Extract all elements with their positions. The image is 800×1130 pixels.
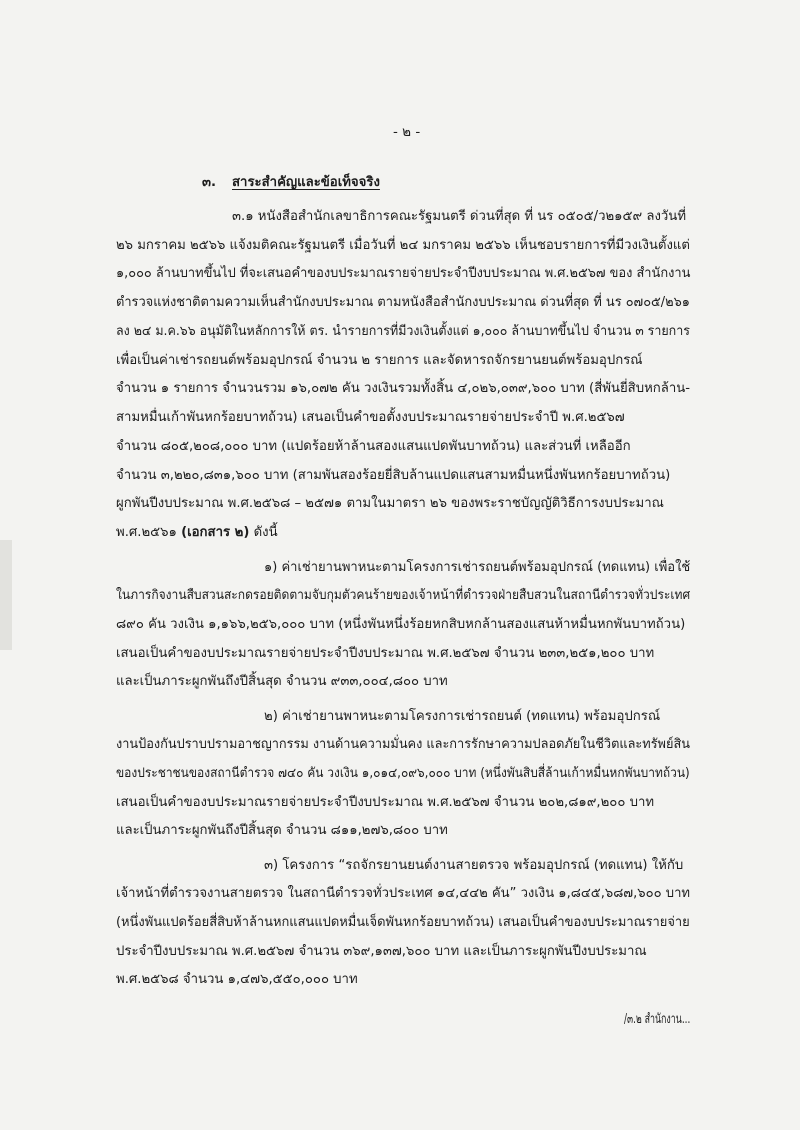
scan-edge-shadow xyxy=(0,540,12,650)
section-number: ๓. xyxy=(202,175,217,190)
item-2-line: เสนอเป็นคำของบประมาณรายจ่ายประจำปีงบประมาณ พ.ศ.๒๕๖๗ จำนวน ๒๐๒,๘๑๙,๒๐๐ บาท xyxy=(116,795,655,810)
item-1-line: ในภารกิจงานสืบสวนสะกดรอยติดตามจับกุมตัวคนร้ายของเจ้าหน้าที่ตำรวจฝ่ายสืบสวนในสถานีตำรวจทั่วประเทศ xyxy=(116,588,691,603)
item-1-line: และเป็นภาระผูกพันถึงปีสิ้นสุด จำนวน ๙๓๓,๐๐๔,๘๐๐ บาท xyxy=(116,674,448,689)
paragraph-line: จำนวน ๘๐๕,๒๐๘,๐๐๐ บาท (แปดร้อยห้าล้านสองแสนแปดพันบาทถ้วน) และส่วนที่ เหลืออีก xyxy=(116,439,631,454)
paragraph-line-start: พ.ศ.๒๕๖๑ xyxy=(116,525,177,540)
paragraph-line: ตำรวจแห่งชาติตามความเห็นสำนักงบประมาณ ตามหนังสือสำนักงบประมาณ ด่วนที่สุด ที่ นร ๐๗๐๕/๒๖๑ xyxy=(116,295,690,310)
item-1-line: ๘๙๐ คัน วงเงิน ๑,๑๖๖,๒๕๖,๐๐๐ บาท (หนึ่งพันหนึ่งร้อยหกสิบหกล้านสองแสนห้าหมื่นหกพันบาทถ้วน) xyxy=(116,617,686,632)
item-3-line: ๓) โครงการ “รถจักรยานยนต์งานสายตรวจ พร้อมอุปกรณ์ (ทดแทน) ให้กับ xyxy=(264,858,684,873)
paragraph-line: ๒๖ มกราคม ๒๕๖๖ แจ้งมติคณะรัฐมนตรี เมื่อวันที่ ๒๔ มกราคม ๒๕๖๖ เห็นชอบรายการที่มีวงเงินตั้งแต่ xyxy=(116,238,690,253)
document-reference: (เอกสาร ๒) xyxy=(181,525,250,540)
item-2-line: และเป็นภาระผูกพันถึงปีสิ้นสุด จำนวน ๘๑๑,๒๗๖,๘๐๐ บาท xyxy=(116,823,448,838)
item-3-line: เจ้าหน้าที่ตำรวจงานสายตรวจ ในสถานีตำรวจทั่วประเทศ ๑๔,๔๔๒ คัน” วงเงิน ๑,๘๔๕,๖๘๗,๖๐๐ บาท xyxy=(116,886,691,901)
paragraph-line-with-reference xyxy=(116,521,278,545)
item-2-line: ๒) ค่าเช่ายานพาหนะตามโครงการเช่ารถยนต์ (ทดแทน) พร้อมอุปกรณ์ xyxy=(264,709,661,724)
paragraph-line: ๓.๑ หนังสือสำนักเลขาธิการคณะรัฐมนตรี ด่วนที่สุด ที่ นร ๐๕๐๕/ว๒๑๕๙ ลงวันที่ xyxy=(232,209,687,224)
continuation-note: /๓.๒ สำนักงาน... xyxy=(624,1012,691,1027)
paragraph-line: ๑,๐๐๐ ล้านบาทขึ้นไป ที่จะเสนอคำของบประมาณรายจ่ายประจำปีงบประมาณ พ.ศ.๒๕๖๗ ของ สำนักงาน xyxy=(116,266,691,281)
paragraph-line: เพื่อเป็นค่าเช่ารถยนต์พร้อมอุปกรณ์ จำนวน ๒ รายการ และจัดหารถจักรยานยนต์พร้อมอุปกรณ์ xyxy=(116,353,643,368)
item-3-line: (หนึ่งพันแปดร้อยสี่สิบห้าล้านหกแสนแปดหมื่นเจ็ดพันหกร้อยบาทถ้วน) เสนอเป็นคำของบประมาณรายจ่าย xyxy=(116,915,690,930)
paragraph-line: จำนวน ๓,๒๒๐,๘๓๑,๖๐๐ บาท (สามพันสองร้อยยี่สิบล้านแปดแสนสามหมื่นหนึ่งพันหกร้อยบาทถ้วน) xyxy=(116,468,671,483)
item-1-line: เสนอเป็นคำของบประมาณรายจ่ายประจำปีงบประมาณ พ.ศ.๒๕๖๗ จำนวน ๒๓๓,๒๕๑,๒๐๐ บาท xyxy=(116,646,655,661)
paragraph-line: สามหมื่นเก้าพันหกร้อยบาทถ้วน) เสนอเป็นคำขอตั้งงบประมาณรายจ่ายประจำปี พ.ศ.๒๕๖๗ xyxy=(116,410,625,425)
item-1-line: ๑) ค่าเช่ายานพาหนะตามโครงการเช่ารถยนต์พร้อมอุปกรณ์ (ทดแทน) เพื่อใช้ xyxy=(264,560,691,575)
paragraph-line: ผูกพันปีงบประมาณ พ.ศ.๒๕๖๘ – ๒๕๗๑ ตามในมาตรา ๒๖ ของพระราชบัญญัติวิธีการงบประมาณ xyxy=(116,496,664,511)
paragraph-line: จำนวน ๑ รายการ จำนวนรวม ๑๖,๐๗๒ คัน วงเงินรวมทั้งสิ้น ๔,๐๒๖,๐๓๙,๖๐๐ บาท (สี่พันยี่สิบหกล้าน- xyxy=(116,381,691,396)
item-3-line: ประจำปีงบประมาณ พ.ศ.๒๕๖๗ จำนวน ๓๖๙,๑๓๗,๖๐๐ บาท และเป็นภาระผูกพันปีงบประมาณ xyxy=(116,944,647,959)
item-2-line: ของประชาชนของสถานีตำรวจ ๗๔๐ คัน วงเงิน ๑,๐๑๔,๐๙๖,๐๐๐ บาท (หนึ่งพันสิบสี่ล้านเก้าหมื่นหกพันบาทถ้วน) xyxy=(116,766,690,781)
section-title: สาระสำคัญและข้อเท็จจริง xyxy=(232,175,380,190)
paragraph-line-end: ดังนี้ xyxy=(249,525,278,540)
page-number: - ๒ - xyxy=(393,124,421,140)
paragraph-line: ลง ๒๔ ม.ค.๖๖ อนุมัติในหลักการให้ ตร. นำรายการที่มีวงเงินตั้งแต่ ๑,๐๐๐ ล้านบาทขึ้นไป จำนวน ๓ รายการ xyxy=(116,324,690,339)
item-3-line: พ.ศ.๒๕๖๘ จำนวน ๑,๔๗๖,๕๕๐,๐๐๐ บาท xyxy=(116,972,358,987)
item-2-line: งานป้องกันปราบปรามอาชญากรรม งานด้านความมั่นคง และการรักษาความปลอดภัยในชีวิตและทรัพย์สิน xyxy=(116,737,690,752)
section-heading xyxy=(202,171,380,195)
